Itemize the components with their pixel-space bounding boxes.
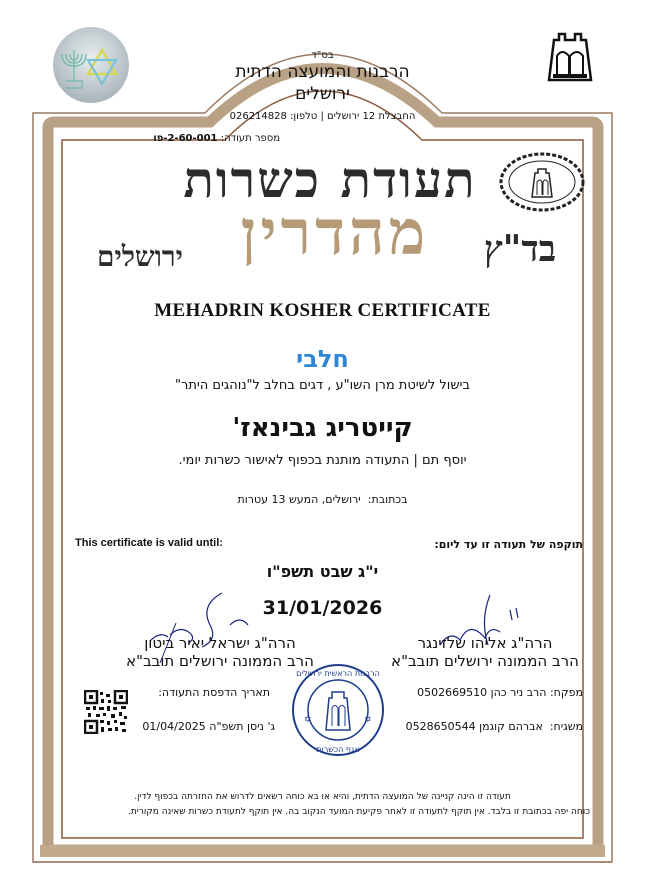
english-title: MEHADRIN KOSHER CERTIFICATE [154,300,491,321]
badatz-label: בד"ץ [483,228,557,270]
org-name-line1: הרבנות והמועצה הדתית [235,62,410,82]
badatz-jerusalem-oval-seal-icon [498,151,586,213]
jerusalem-label: ירושלים [97,240,183,273]
certificate-title: תעודת כשרות [183,150,477,209]
mehadrin-title: מהדרין [240,196,430,269]
mashgiach-value: אברהם קוגמן 0528650544 [405,720,543,733]
footer-line-2: כוחה יפה בכתובת זו בלבד. אין תוקף לתעודה זו לאחר פקיעת המועד הנקוב בה. אין תוקף לתעודת כשרות שאינה מקורית. [128,807,590,817]
org-address-phone: החבצלת 12 ירושלים | טלפון: 026214828 [229,111,416,122]
cert-number-label: מספר תעודה: [220,133,280,144]
business-name: קייטריג גבינאז' [232,413,413,443]
address-label: בכתובת: [367,493,408,506]
svg-text:✡: ✡ [364,715,372,725]
validity-gregorian-date: 31/01/2026 [262,597,383,619]
svg-text:✡: ✡ [304,715,312,725]
print-date-label: תאריך הדפסת התעודה: [158,686,270,699]
validity-label-english: This certificate is valid until: [75,537,223,549]
cert-number-value: 2-60-001-פו [153,133,218,144]
certificate-condition: יוסף תם | התעודה מותנת בכפוף לאישור כשרות יומי. [178,453,467,468]
chief-rabbinate-round-stamp-icon [290,662,386,758]
qr-code[interactable] [84,690,128,734]
supervisor-label: מפקח: [549,686,583,699]
signatory-right-name: הרה"ג אליהו שלזינגר [417,634,553,652]
signatory-left-name: הרה"ג ישראל יאיר ביטון [144,634,296,652]
print-date-value: ג' ניסן תשפ"ה 01/04/2025 [142,720,275,733]
kashrut-category: חלבי [296,345,349,373]
certificate-number [80,133,280,144]
besd-header: בס"ד [311,50,334,61]
business-address [0,493,645,506]
stamp-top-text: הרבנות הראשית ירושלים [296,669,380,678]
supervisor-value: הרב ניר כהן 0502669510 [417,686,547,699]
signatory-right-title: הרב הממונה ירושלים תובב"א [391,652,579,670]
stamp-bottom-text: אגף הכשרות [316,745,360,754]
mashgiach-info [406,720,583,733]
validity-hebrew-date: י"ג שבט תשפ"ו [266,562,379,581]
mashgiach-label: משגיח: [549,720,583,733]
org-name-line2: ירושלים [295,84,350,104]
signature-block-right [385,634,585,670]
supervisor-info [417,686,583,699]
footer-line-1: תעודה זו הינה קניינה של המועצה הדתית, והיא או בא כוחה רשאים לדרוש את החזרתה בכפוף לדין. [134,792,511,802]
validity-label-hebrew: תוקפה של תעודה זו עד ליום: [434,538,583,551]
signatory-left-title: הרב הממונה ירושלים תובב"א [126,652,314,670]
cooking-note: בישול לשיטת מרן השו"ע , דגים בחלב ל"נוהגים היתר" [175,378,470,393]
address-value: ירושלים, המעש 13 עטרות [237,493,361,506]
